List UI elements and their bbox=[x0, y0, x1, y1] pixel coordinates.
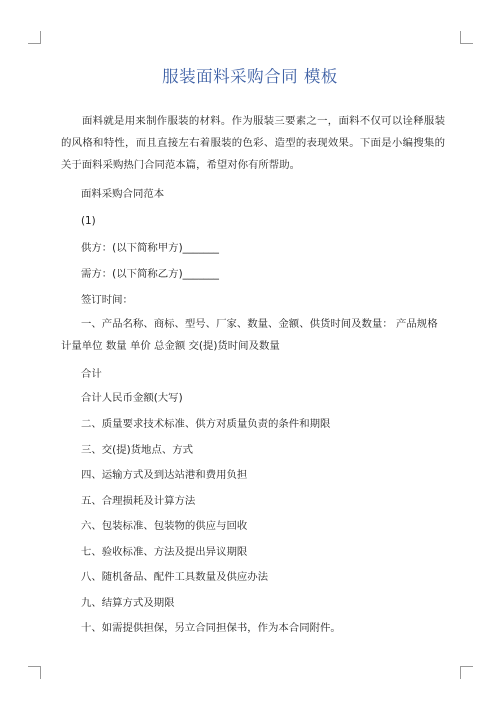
contract-number: (1) bbox=[81, 215, 96, 227]
clause-7-inspection: 七、验收标准、方法及提出异议期限 bbox=[81, 546, 248, 558]
buyer-line: 需方：(以下简称乙方)_______ bbox=[81, 268, 219, 280]
corner-mark-top-right bbox=[460, 31, 473, 44]
clause-5-loss: 五、合理损耗及计算方法 bbox=[81, 495, 196, 507]
clause-6-packaging: 六、包装标准、包装物的供应与回收 bbox=[81, 520, 248, 532]
supplier-line: 供方：(以下简称甲方)_______ bbox=[81, 242, 219, 254]
corner-mark-top-left bbox=[28, 31, 41, 44]
contract-heading: 面料采购合同范本 bbox=[81, 188, 165, 200]
corner-mark-bottom-left bbox=[28, 666, 41, 679]
sign-date-line: 签订时间： bbox=[81, 294, 133, 306]
total-line: 合计 bbox=[81, 368, 102, 380]
clause-1-products: 一、产品名称、商标、型号、厂家、数量、金额、供货时间及数量： 产品规格 计量单位 数量 单价 总金额 交(提)货时间及数量 bbox=[61, 318, 438, 352]
clause-3-delivery: 三、交(提)货地点、方式 bbox=[81, 444, 194, 456]
clause-10-guarantee: 十、如需提供担保，另立合同担保书，作为本合同附件。 bbox=[81, 622, 341, 634]
document-title: 服装面料采购合同 模板 bbox=[162, 67, 338, 86]
clause-4-transport: 四、运输方式及到达站港和费用负担 bbox=[81, 469, 248, 481]
clause-8-spares: 八、随机备品、配件工具数量及供应办法 bbox=[81, 571, 269, 583]
corner-mark-bottom-right bbox=[460, 666, 473, 679]
total-amount-line: 合计人民币金额(大写) bbox=[81, 392, 183, 404]
clause-9-settlement: 九、结算方式及期限 bbox=[81, 597, 175, 609]
intro-paragraph: 面料就是用来制作服装的材料。作为服装三要素之一，面料不仅可以诠释服装的风格和特性，而且直接左右着服装的色彩、造型的表现效果。下面是小编搜集的关于面料采购热门合同范本篇，希望对你有所帮助。 bbox=[61, 115, 445, 171]
clause-2-quality: 二、质量要求技术标准、供方对质量负责的条件和期限 bbox=[81, 418, 331, 430]
